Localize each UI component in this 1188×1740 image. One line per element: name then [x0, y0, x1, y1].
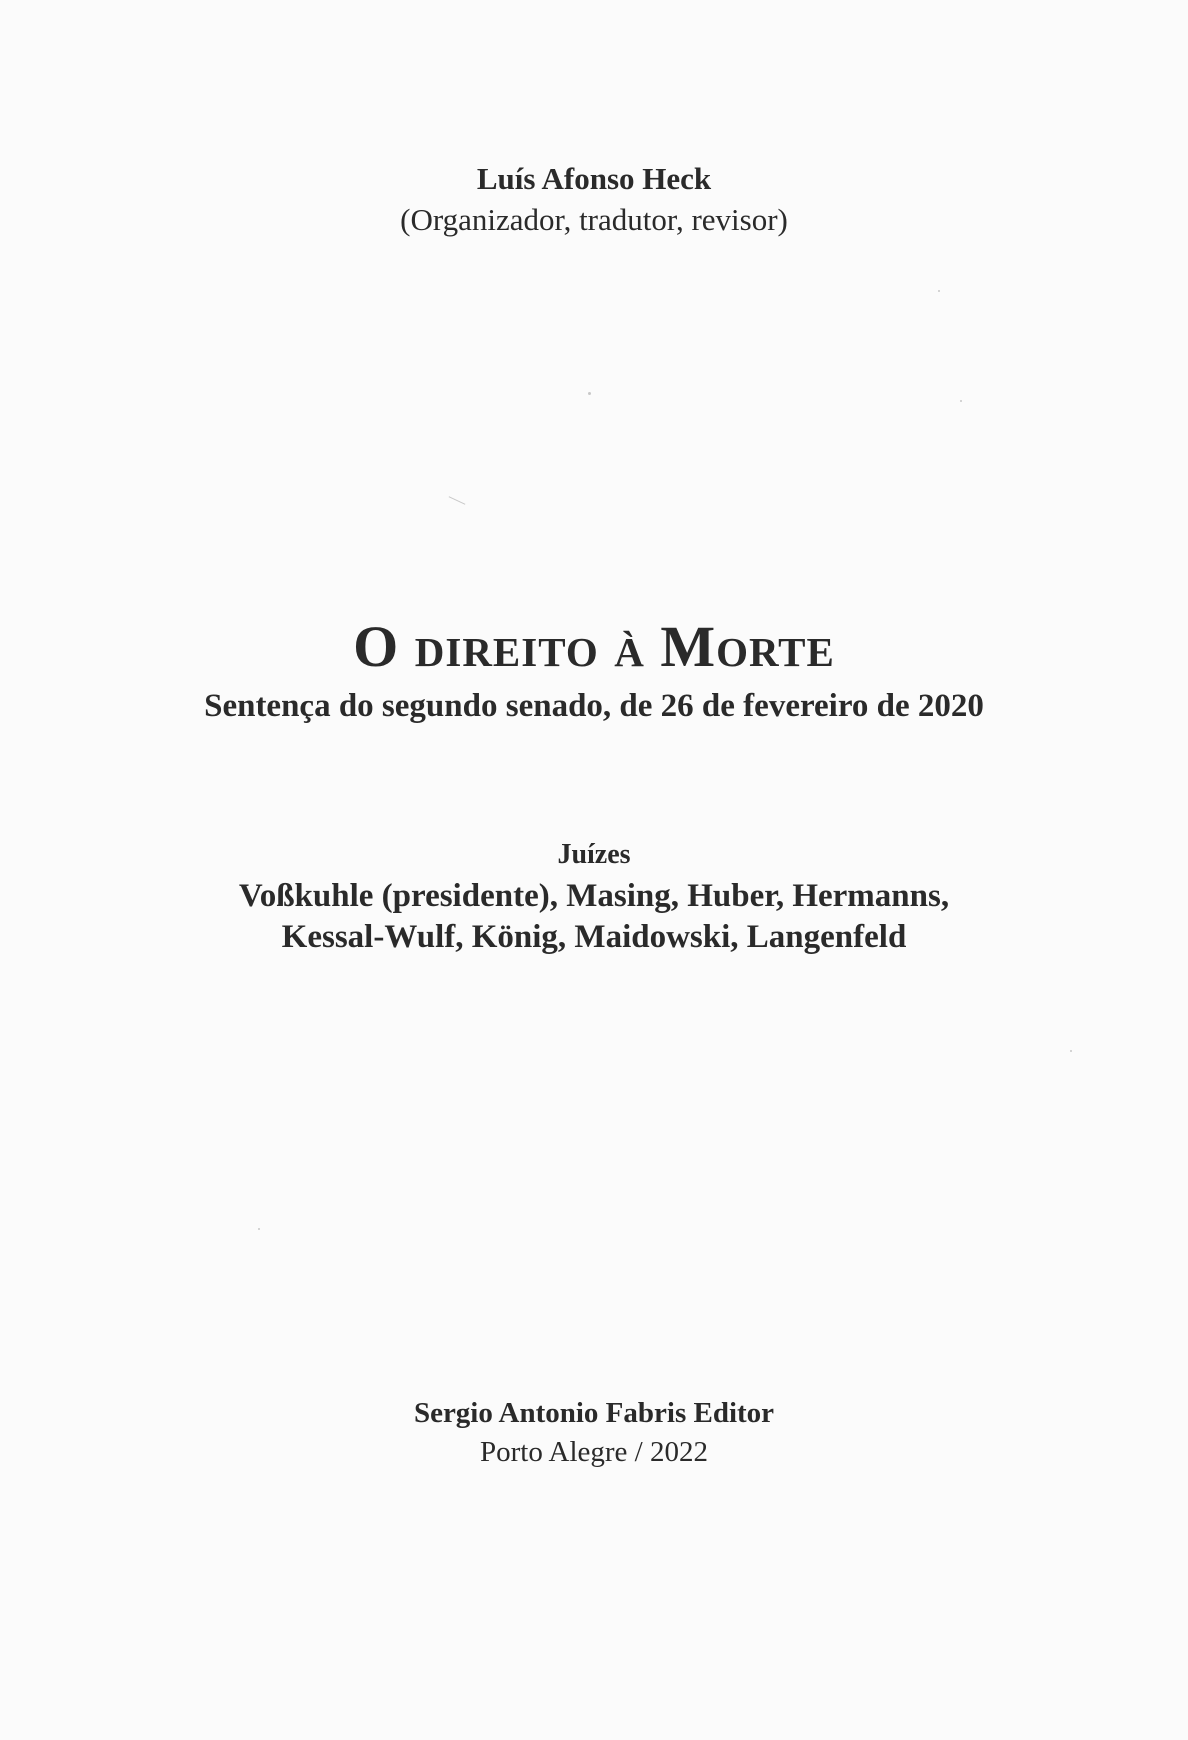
- scan-speck: [1070, 1050, 1072, 1052]
- judges-list-line-2: Kessal-Wulf, König, Maidowski, Langenfeld: [281, 919, 907, 955]
- publisher-name: Sergio Antonio Fabris Editor: [413, 1397, 775, 1429]
- scan-speck: [588, 392, 591, 395]
- judges-label: Juízes: [557, 839, 631, 870]
- author-role: (Organizador, tradutor, revisor): [400, 202, 788, 237]
- author-name: Luís Afonso Heck: [476, 161, 712, 196]
- scan-speck: [960, 400, 962, 402]
- book-title: O direito à Morte: [353, 614, 835, 679]
- publication-place-year: Porto Alegre / 2022: [480, 1436, 708, 1468]
- scan-speck: [258, 1228, 260, 1230]
- scan-speck: [449, 496, 466, 505]
- scan-speck: [938, 290, 940, 292]
- book-subtitle: Sentença do segundo senado, de 26 de fevereiro de 2020: [204, 688, 984, 724]
- judges-list-line-1: Voßkuhle (presidente), Masing, Huber, Hermanns,: [238, 878, 950, 914]
